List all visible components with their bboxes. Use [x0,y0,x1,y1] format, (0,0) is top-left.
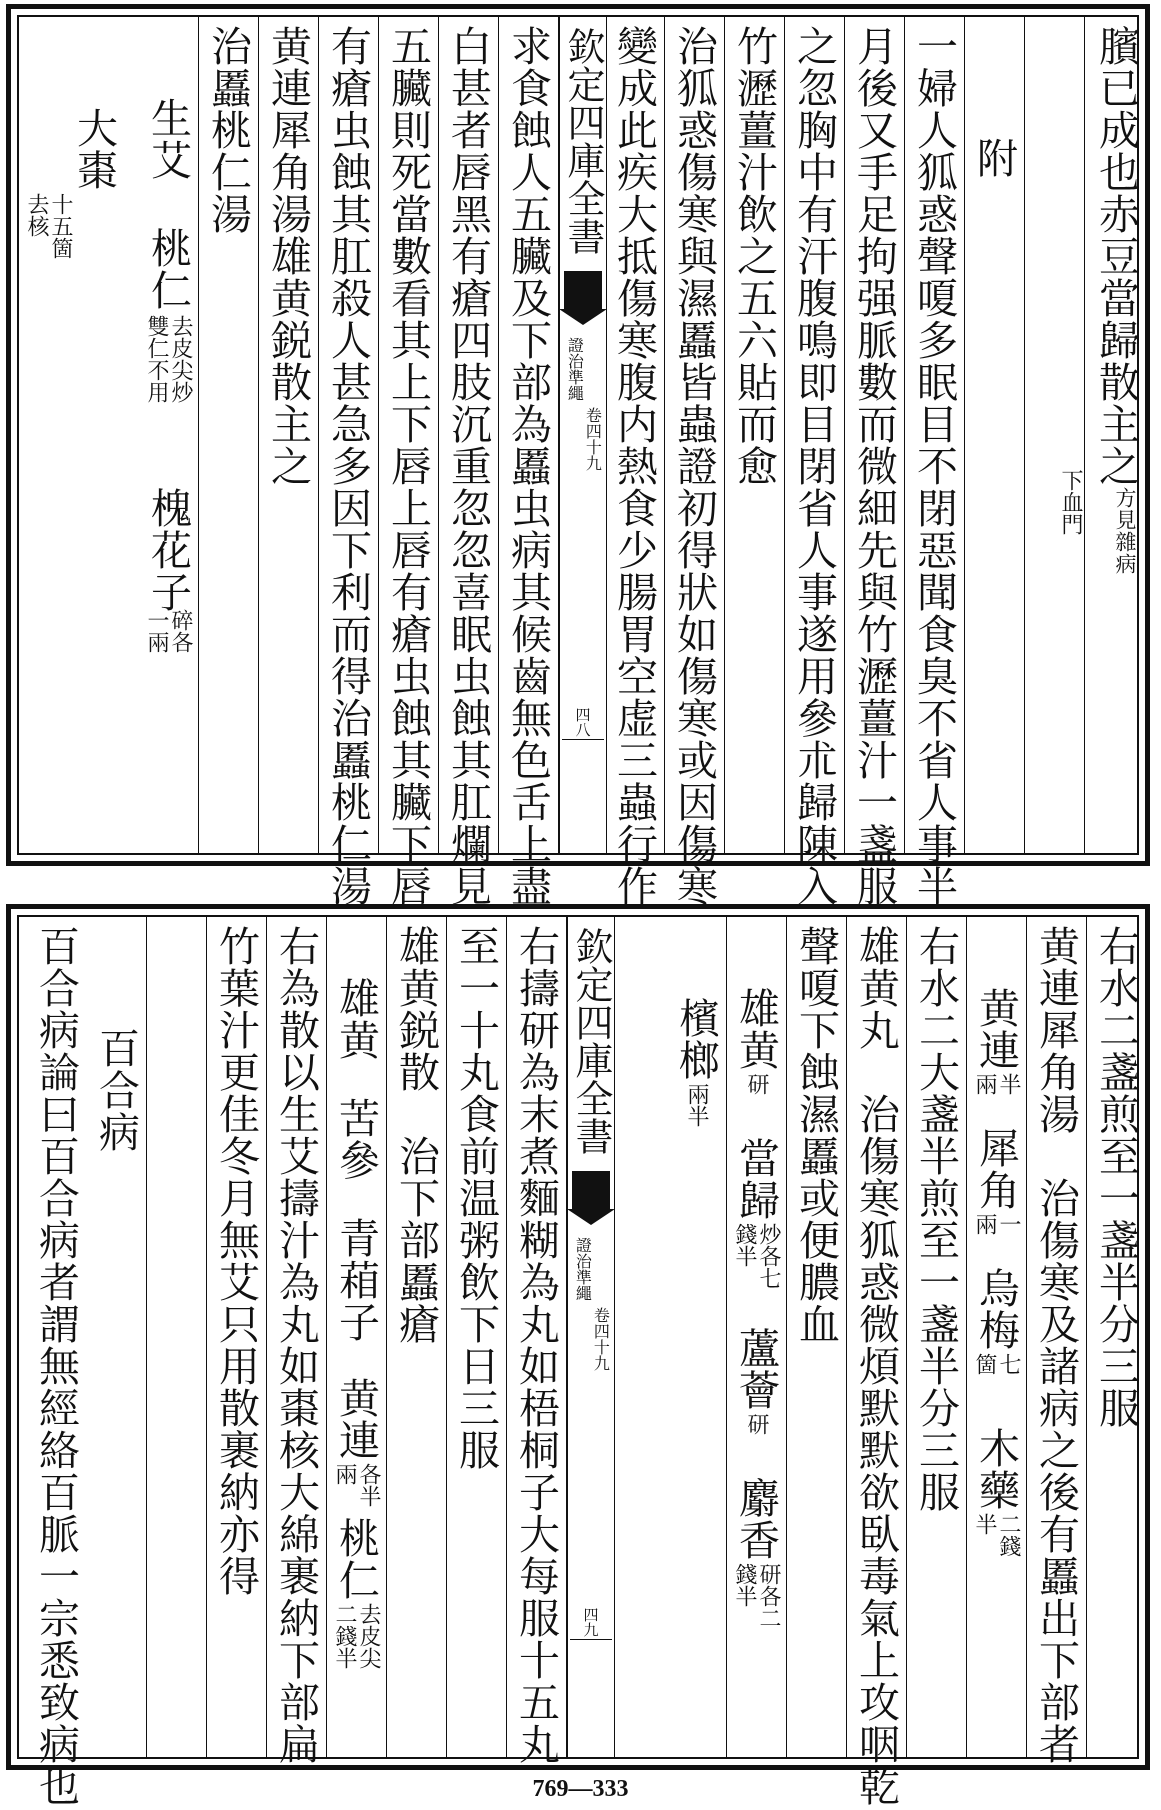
text-line: 五臟則死當數看其上下唇上唇有瘡虫蝕其臟下唇 [384,25,432,907]
annotation: 半 [996,1073,1021,1095]
page-top [6,4,1150,907]
text-line: 月後又手足拘强脈數而微細先與竹瀝薑汁一盞服 [850,25,898,907]
herb-name: 大棗 [70,107,118,191]
herb-name: 桃仁 [332,1517,380,1601]
center-strip [567,917,615,1757]
column [27,917,87,1807]
text-line: 聲嗄下蝕濕䘌或便膿血 [792,925,840,1345]
column [785,17,845,907]
column [907,917,967,1757]
volume-label: 卷四十九 [583,407,603,471]
annotation: 箇 [972,1353,997,1375]
page-number: 四九 [581,1607,600,1637]
column [379,17,439,907]
column [787,917,847,1757]
text-line: 竹葉汁更佳冬月無艾只用散裹納亦得 [212,925,260,1597]
herb-name: 青葙子 [332,1217,380,1343]
herb-name: 桃仁 [144,227,192,311]
column [905,17,965,907]
column [667,917,727,1757]
herb-name: 黄連 [972,987,1020,1071]
text-line: 之忽胸中有汗腹鳴即目閉省人事遂用參朮歸陳入 [790,25,838,907]
herb-name: 雄黄 [732,987,780,1071]
column [847,917,907,1807]
column [447,917,507,1757]
book-title: 欽定四庫全書 [569,927,613,1155]
column [725,17,785,853]
herb-name: 麝香 [732,1477,780,1561]
column [1025,17,1085,853]
column [499,17,559,907]
text-line: 治狐惑傷寒與濕䘌皆蟲證初得狀如傷寒或因傷寒 [670,25,718,907]
column [147,917,207,1757]
page-number: 四八 [573,707,592,737]
text-line: 有瘡虫蝕其肛殺人甚急多因下利而得治䘌桃仁湯 [324,25,372,907]
annotation: 七 [996,1353,1021,1375]
annotation: 方見雜病 [1113,487,1137,575]
annotation: 錢半 [732,1223,757,1267]
center-strip [559,17,607,853]
annotation: 下血門 [1058,469,1083,535]
volume-label: 卷四十九 [591,1307,611,1371]
annotation: 二錢半 [332,1603,357,1669]
column [1027,917,1087,1765]
text-line: 變成此疾大抵傷寒腹内熱食少腸胃空虚三蟲行作 [610,25,658,907]
herb-name: 當歸 [732,1137,780,1221]
book-subtitle: 證治準繩 [565,337,585,401]
text-line: 雄黄丸 治傷寒狐惑微煩默默欲臥毒氣上攻咽乾 [852,925,900,1807]
column [967,917,1027,1757]
text-line: 黄連犀角湯 治傷寒及諸病之後有䘌出下部者 [1032,925,1080,1765]
text-line: 百合病論曰百合病者謂無經絡百脈一宗悉致病也 [32,925,80,1807]
page-top-frame [17,15,1140,907]
herb-name: 槐花子 [144,487,192,613]
annotation: 兩 [972,1213,997,1235]
annotation: 去皮尖炒 [168,315,193,403]
text-line: 求食蝕人五臟及下部為䘌虫病其候齒無色舌上盡 [504,25,552,907]
herb-name: 雄黄 [332,977,380,1061]
annotation: 研 [744,1073,769,1095]
column [139,17,199,853]
annotation: 一 [996,1213,1021,1235]
column [19,17,139,853]
column [1087,917,1147,1757]
text-line: 附 [970,137,1018,179]
fish-tail-mark [564,271,602,309]
annotation: 去核 [24,193,49,237]
herb-name: 烏梅 [972,1267,1020,1351]
annotation: 十五箇 [48,193,73,259]
annotation: 炒各七 [756,1223,781,1289]
column [613,917,667,1757]
text-line: 右水二盞煎至一盞半分三服 [1092,925,1140,1429]
column [199,17,259,853]
text-line: 黄連犀角湯雄黄鋭散主之 [264,25,312,487]
text-line: 一婦人狐惑聲嗄多眠目不閉惡聞食臭不省人事半 [910,25,958,907]
book-title: 欽定四庫全書 [561,27,605,255]
annotation: 碎各 [168,609,193,653]
text-line: 至一十丸食前温粥飲下日三服 [452,925,500,1471]
column [845,17,905,907]
section-heading: 百合病 [92,1027,140,1153]
column [439,17,499,907]
column [259,17,319,853]
rule [562,739,604,740]
text-line: 右擣研為末煮麵糊為丸如梧桐子大每服十五丸 [512,925,560,1765]
herb-name: 木藥 [972,1427,1020,1511]
column [727,917,787,1757]
annotation: 兩 [972,1073,997,1095]
column [319,17,379,907]
rule [570,1639,612,1640]
herb-name: 犀角 [972,1127,1020,1211]
column [327,917,387,1757]
annotation: 一兩 [144,609,169,653]
text-line: 白甚者唇黑有瘡四肢沉重忽忽喜眠虫蝕其肛爛見 [444,25,492,907]
annotation: 研各二 [756,1563,781,1629]
text-line: 治䘌桃仁湯 [204,25,252,235]
book-subtitle: 證治準繩 [573,1237,593,1301]
annotation: 雙仁不用 [144,315,169,403]
annotation: 錢半 [732,1563,757,1607]
herb-name: 檳榔 [672,997,720,1081]
column [605,17,665,907]
annotation: 去皮尖 [356,1603,381,1669]
text-line: 右為散以生艾擣汁為丸如棗核大綿裹納下部扁 [272,925,320,1765]
herb-name: 生艾 [144,97,192,181]
herb-name: 蘆薈 [732,1327,780,1411]
annotation: 兩 [332,1463,357,1485]
text-line: 右水二大盞半煎至一盞半分三服 [912,925,960,1513]
column [207,917,267,1757]
annotation: 兩半 [684,1083,709,1127]
column [507,917,567,1765]
text-line: 竹瀝薑汁飲之五六貼而愈 [730,25,778,487]
herb-name: 黄連 [332,1377,380,1461]
column [87,917,147,1757]
column [965,17,1025,853]
text-line: 雄黄鋭散 治下部䘌瘡 [392,925,440,1345]
annotation: 研 [744,1413,769,1435]
annotation: 二錢 [996,1513,1021,1557]
column [387,917,447,1757]
column [665,17,725,907]
volume-page-reference: 769—333 [532,1776,629,1802]
fish-tail-mark [572,1171,610,1209]
annotation: 半 [972,1513,997,1535]
annotation: 各半 [356,1463,381,1507]
text-line: 臏已成也赤豆當歸散主之 方見雜病 [1092,25,1140,575]
herb-name: 苦參 [332,1097,380,1181]
column [267,917,327,1765]
